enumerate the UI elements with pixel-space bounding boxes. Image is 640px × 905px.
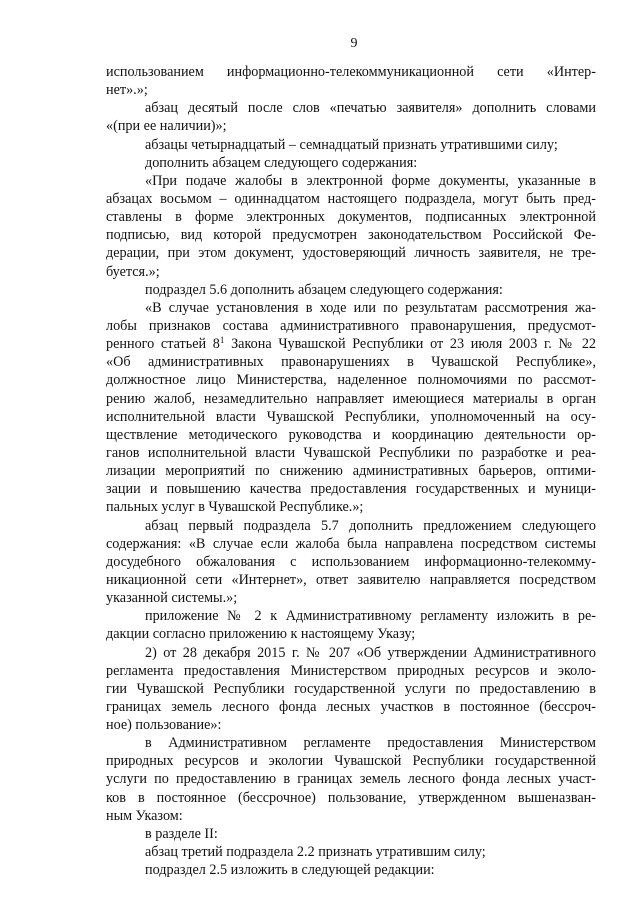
text-line: ществление методического руководства и координацию деятельности ор- <box>106 426 596 443</box>
text-line: регламента предоставления Министерством природных ресурсов и эколо- <box>106 662 596 679</box>
text-line: ков в постоянное (бессрочное) пользование, утвержденном вышеназван- <box>106 789 596 806</box>
text-line: «(при ее наличии)»; <box>106 118 227 135</box>
paragraph <box>106 607 596 643</box>
paragraph <box>106 172 596 281</box>
text-line: зации и повышению качества предоставления государственных и муници- <box>106 481 596 498</box>
text-line: рению жалоб, незамедлительно направляет имеющиеся материалы в орган <box>106 390 596 407</box>
text-line: гии Чувашской Республики государственной услуги по предоставлению в <box>106 680 596 697</box>
text-line: подраздел 2.5 изложить в следующей редакции: <box>145 862 435 879</box>
paragraph <box>106 843 596 861</box>
paragraph <box>106 861 596 879</box>
paragraph <box>106 644 596 735</box>
text-line: нет».»; <box>106 82 148 99</box>
text-line: никационной сети «Интернет», ответ заявителю направляется посредством <box>106 571 596 588</box>
text-line: приложение № 2 к Административному регламенту изложить в ре- <box>145 608 596 625</box>
text-line: дополнить абзацем следующего содержания: <box>145 154 418 171</box>
text-line: абзац десятый после слов «печатью заявителя» дополнить словами <box>145 100 596 117</box>
page-number: 9 <box>350 36 358 51</box>
text-line: лизации мероприятий по снижению административных барьеров, оптими- <box>106 463 596 480</box>
paragraph <box>106 136 596 154</box>
text-line: исполнительной власти Чувашской Республики, уполномоченный на осу- <box>106 408 596 425</box>
text-line: ное) пользование»: <box>106 717 222 734</box>
document-body <box>106 63 596 879</box>
text-line: абзацы четырнадцатый – семнадцатый признать утратившими силу; <box>145 136 558 153</box>
paragraph <box>106 825 596 843</box>
text-line: в Административном регламенте предоставления Министерством <box>145 735 596 752</box>
text-line: пальных услуг в Чувашской Республике.»; <box>106 499 364 516</box>
text-line: абзац третий подраздела 2.2 признать утратившим силу; <box>145 844 486 861</box>
text-line: дерации, при этом документ, удостоверяющий личность заявителя, не тре- <box>106 245 596 262</box>
paragraph <box>106 99 596 135</box>
text-line: ставлены в форме электронных документов, подписанных электронной <box>106 209 596 226</box>
text-line: подписью, вид которой предусмотрен законодательством Российской Фе- <box>106 227 596 244</box>
text-line: досудебного обжалования с использованием информационно-телекомму- <box>106 553 596 570</box>
paragraph <box>106 154 596 172</box>
paragraph <box>106 63 596 99</box>
article-superscript: 1 <box>219 335 225 346</box>
text-line: лобы признаков состава административного правонарушения, предусмот- <box>106 317 596 334</box>
text-line: дакции согласно приложению к настоящему Указу; <box>106 626 416 643</box>
text-line: должностное лицо Министерства, наделенное полномочиями по рассмот- <box>106 372 596 389</box>
text-line: содержания: «В случае если жалоба была направлена посредством системы <box>106 535 596 552</box>
text-line: «При подаче жалобы в электронной форме документы, указанные в <box>145 172 596 189</box>
paragraph <box>106 299 596 517</box>
text-line-with-superscript <box>106 335 596 353</box>
text-line: указанной системы.»; <box>106 590 238 607</box>
text-line: 2) от 28 декабря 2015 г. № 207 «Об утверждении Административного <box>145 644 596 661</box>
text-line: ганов исполнительной власти Чувашской Республики по разработке и реа- <box>106 444 596 461</box>
paragraph <box>106 281 596 299</box>
text-line: границах земель лесного фонда лесных участков в постоянное (бессроч- <box>106 698 596 715</box>
line-segment: Закона Чувашской Республики от 23 июля 2003 г. № 22 <box>231 336 596 353</box>
text-line: «В случае установления в ходе или по результатам рассмотрения жа- <box>145 299 596 316</box>
text-line: абзац первый подраздела 5.7 дополнить предложением следующего <box>145 517 596 534</box>
paragraph <box>106 517 596 608</box>
text-line: природных ресурсов и экологии Чувашской Республики государственной <box>106 753 596 770</box>
paragraph <box>106 734 596 825</box>
text-line: подраздел 5.6 дополнить абзацем следующего содержания: <box>145 281 503 298</box>
line-segment: ренного статьей 8 <box>106 336 220 353</box>
text-line: «Об административных правонарушениях в Чувашской Республике», <box>106 354 596 371</box>
text-line: ным Указом: <box>106 807 183 824</box>
text-line: буется.»; <box>106 263 160 280</box>
text-line: абзацах восьмом – одиннадцатом настоящего подраздела, могут быть пред- <box>106 190 596 207</box>
text-line: услуги по предоставлению в границах земель лесного фонда лесных участ- <box>106 771 596 788</box>
text-line: использованием информационно-телекоммуникационной сети «Интер- <box>106 64 596 80</box>
text-line: в разделе II: <box>145 825 218 842</box>
